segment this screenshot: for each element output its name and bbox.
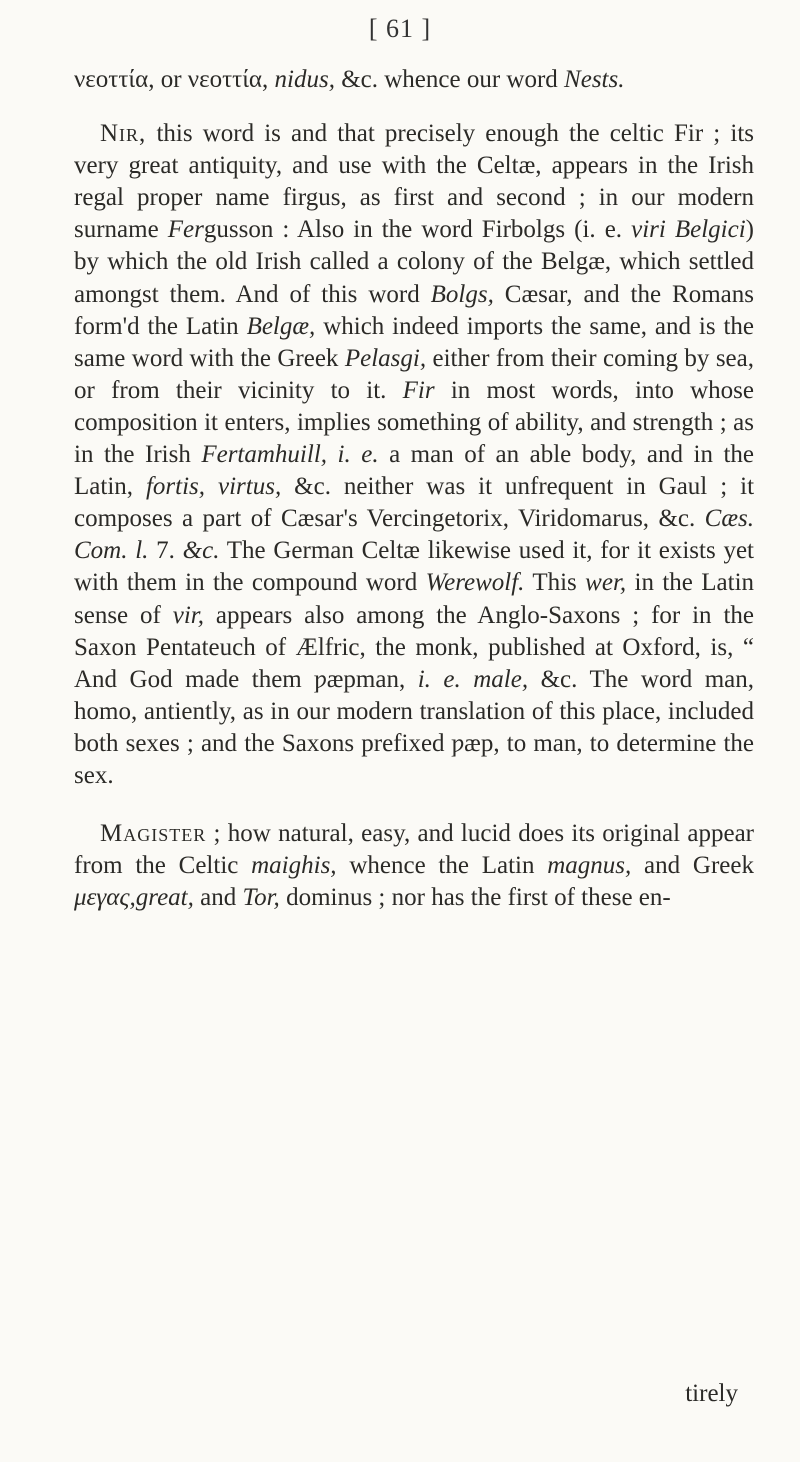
entry-heading: Nir,	[100, 120, 147, 148]
catchword: tirely	[685, 1380, 738, 1407]
greek-word: νεοττία,	[187, 66, 269, 93]
latin-word: nidus,	[274, 66, 335, 93]
page-number: [ 61 ]	[368, 14, 432, 43]
spacer	[74, 792, 754, 818]
keyword: Nests.	[564, 66, 625, 93]
entry-heading: Magister	[100, 820, 207, 848]
text-block	[74, 64, 754, 914]
greek-word: μεγας,	[74, 884, 136, 912]
paragraph-magister: Magister ; how natural, easy, and lucid does its original appear from the Celtic maighis, whence the Latin magnus, and Greek μεγας,great, and Tor, dominus ; nor has the first of these en-	[74, 820, 754, 912]
paragraph-nir: Nir, this word is and that precisely enough the celtic Fir ; its very great antiquity, and use with the Celtæ, appears in the Irish regal proper name firgus, as first and second ; in our modern surname Fergusson : Also in the word Firbolgs (i. e. viri Belgici) by which the old Irish called a colony of the Belgæ, which settled amongst them. And of this word Bolgs, Cæsar, and the Romans form'd the Latin Belgæ, which indeed imports the same, and is the same word with the Greek Pelasgi, either from their coming by sea, or from their vicinity to it. Fir in most words, into whose composition it enters, implies something of ability, and strength ; as in the Irish Fertamhuill, i. e. a man of an able body, and in the Latin, fortis, virtus, &c. neither was it unfrequent in Gaul ; it composes a part of Cæsar's Vercingetorix, Viridomarus, &c. Cæs. Com. l. 7. &c. The German Celtæ likewise used it, for it exists yet with them in the compound word Werewolf. This wer, in the Latin sense of vir, appears also among the Anglo-Saxons ; for in the Saxon Pentateuch of Ælfric, the monk, published at Oxford, is, “ And God made them ƿæpman, i. e. male, &c. The word man, homo, antiently, as in our modern translation of this place, included both sexes ; and the Saxons prefixed ƿæp, to man, to determine the sex.	[74, 120, 755, 789]
spacer	[74, 96, 754, 118]
paragraph-continuation: νεοττία, or νεοττία, nidus, &c. whence our word Nests.	[74, 66, 625, 93]
greek-word: νεοττία,	[74, 66, 155, 93]
